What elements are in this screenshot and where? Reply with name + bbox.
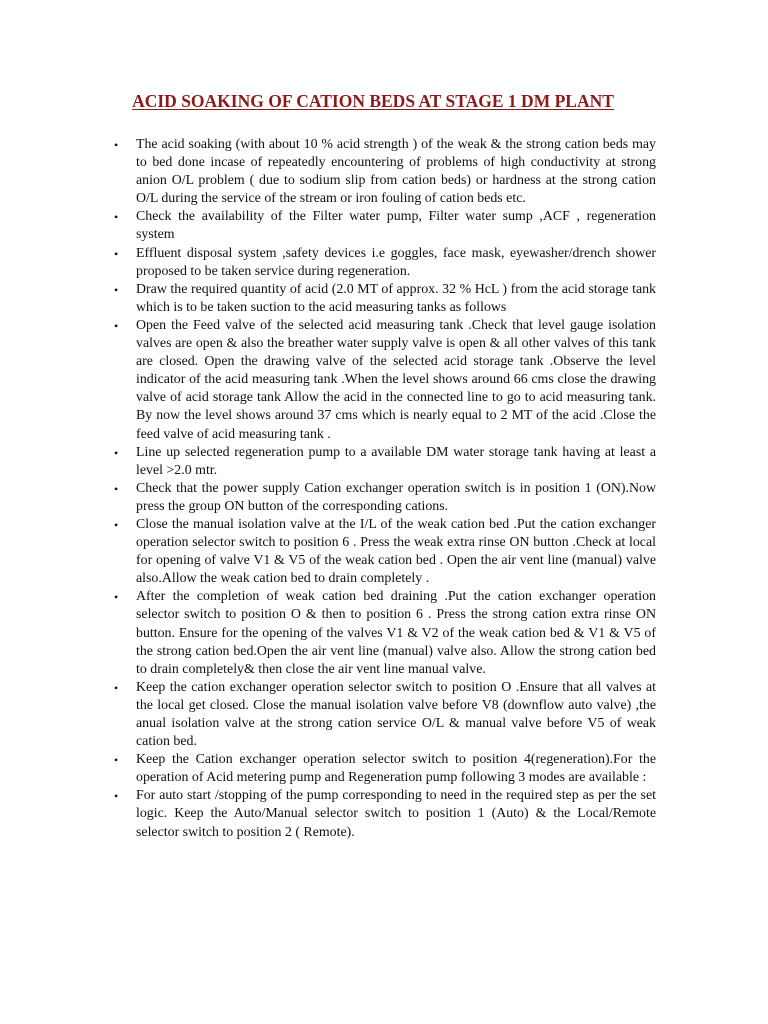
list-item	[114, 588, 656, 678]
list-item-text: Keep the cation exchanger operation selector switch to position O .Ensure that all valves at the local get closed. Close the manual isolation valve before V8 (downflow auto valve) ,the anual isolation valve at the strong cation service O/L & manual valve before V5 of weak cation bed.	[136, 679, 656, 750]
list-item	[114, 787, 656, 841]
list-item	[114, 208, 656, 244]
bullet-icon: •	[114, 138, 119, 152]
list-item	[114, 516, 656, 588]
list-item-text: Line up selected regeneration pump to a available DM water storage tank having at least a level >2.0 mtr.	[136, 444, 656, 478]
list-item-text: Close the manual isolation valve at the I/L of the weak cation bed .Put the cation exchanger operation selector switch to position 6 . Press the weak extra rinse ON button .Check at local for opening of valve V1 & V5 of the weak cation bed . Open the air vent line (manual) valve also.Allow the weak cation bed to drain completely .	[136, 516, 656, 587]
list-item	[114, 480, 656, 516]
bullet-icon: •	[114, 789, 119, 804]
list-item	[114, 245, 656, 281]
list-item	[114, 136, 656, 208]
list-item	[114, 317, 656, 444]
list-item-text: Open the Feed valve of the selected acid measuring tank .Check that level gauge isolation valves are open & also the breather water supply valve is open & all other valves of this tank are closed. Open the drawing valve of the selected acid storage tank .Observe the level indicator of the acid measuring tank .When the level shows around 66 cms close the drawing valve of acid storage tank Allow the acid in the connected line to go to acid measuring tank. By now the level shows around 37 cms which is nearly equal to 2 MT of the acid .Close the feed valve of acid measuring tank .	[136, 317, 656, 442]
list-item-text: After the completion of weak cation bed draining .Put the cation exchanger operation selector switch to position O & then to position 6 . Press the strong cation extra rinse ON button. Ensure for the opening of the valves V1 & V2 of the weak cation bed & V1 & V5 of the strong cation bed.Open the air vent line (manual) valve also. Allow the strong cation bed to drain completely& then close the air vent line manual valve.	[136, 589, 656, 677]
list-item-text: Check the availability of the Filter water pump, Filter water sump ,ACF , regeneration system	[136, 209, 656, 243]
list-item	[114, 679, 656, 751]
bullet-icon: •	[114, 481, 119, 496]
bullet-icon: •	[114, 753, 119, 768]
bullet-icon: •	[114, 318, 119, 333]
list-item-text: For auto start /stopping of the pump corresponding to need in the required step as per the set logic. Keep the Auto/Manual selector switch to position 1 (Auto) & the Local/Remote selector switch to position 2 ( Remote).	[136, 788, 656, 840]
bullet-icon: •	[114, 445, 119, 460]
document-title: ACID SOAKING OF CATION BEDS AT STAGE 1 DM PLANT	[132, 91, 614, 111]
instruction-list	[114, 136, 656, 842]
bullet-icon: •	[114, 517, 119, 532]
list-item-text: Effluent disposal system ,safety devices i.e goggles, face mask, eyewasher/drench shower proposed to be taken service during regeneration.	[136, 245, 656, 279]
bullet-icon: •	[114, 246, 119, 261]
list-item-text: Check that the power supply Cation exchanger operation switch is in position 1 (ON).Now press the group ON button of the corresponding cations.	[136, 480, 656, 514]
list-item-text: Draw the required quantity of acid (2.0 MT of approx. 32 % HcL ) from the acid storage tank which is to be taken suction to the acid measuring tanks as follows	[136, 281, 656, 315]
bullet-icon: •	[114, 590, 119, 605]
list-item	[114, 751, 656, 787]
bullet-icon: •	[114, 210, 119, 225]
list-item	[114, 444, 656, 480]
list-item	[114, 281, 656, 317]
list-item-text: Keep the Cation exchanger operation selector switch to position 4(regeneration).For the operation of Acid metering pump and Regeneration pump following 3 modes are available :	[136, 752, 656, 786]
list-item-text: The acid soaking (with about 10 % acid strength ) of the weak & the strong cation beds may to bed done incase of repeatedly encountering of problems of high conductivity at strong anion O/L problem ( due to sodium slip from cation beds) or hardness at the strong cation O/L during the service of the stream or iron fouling of cation beds etc.	[136, 137, 656, 207]
bullet-icon: •	[114, 282, 119, 297]
bullet-icon: •	[114, 680, 119, 695]
